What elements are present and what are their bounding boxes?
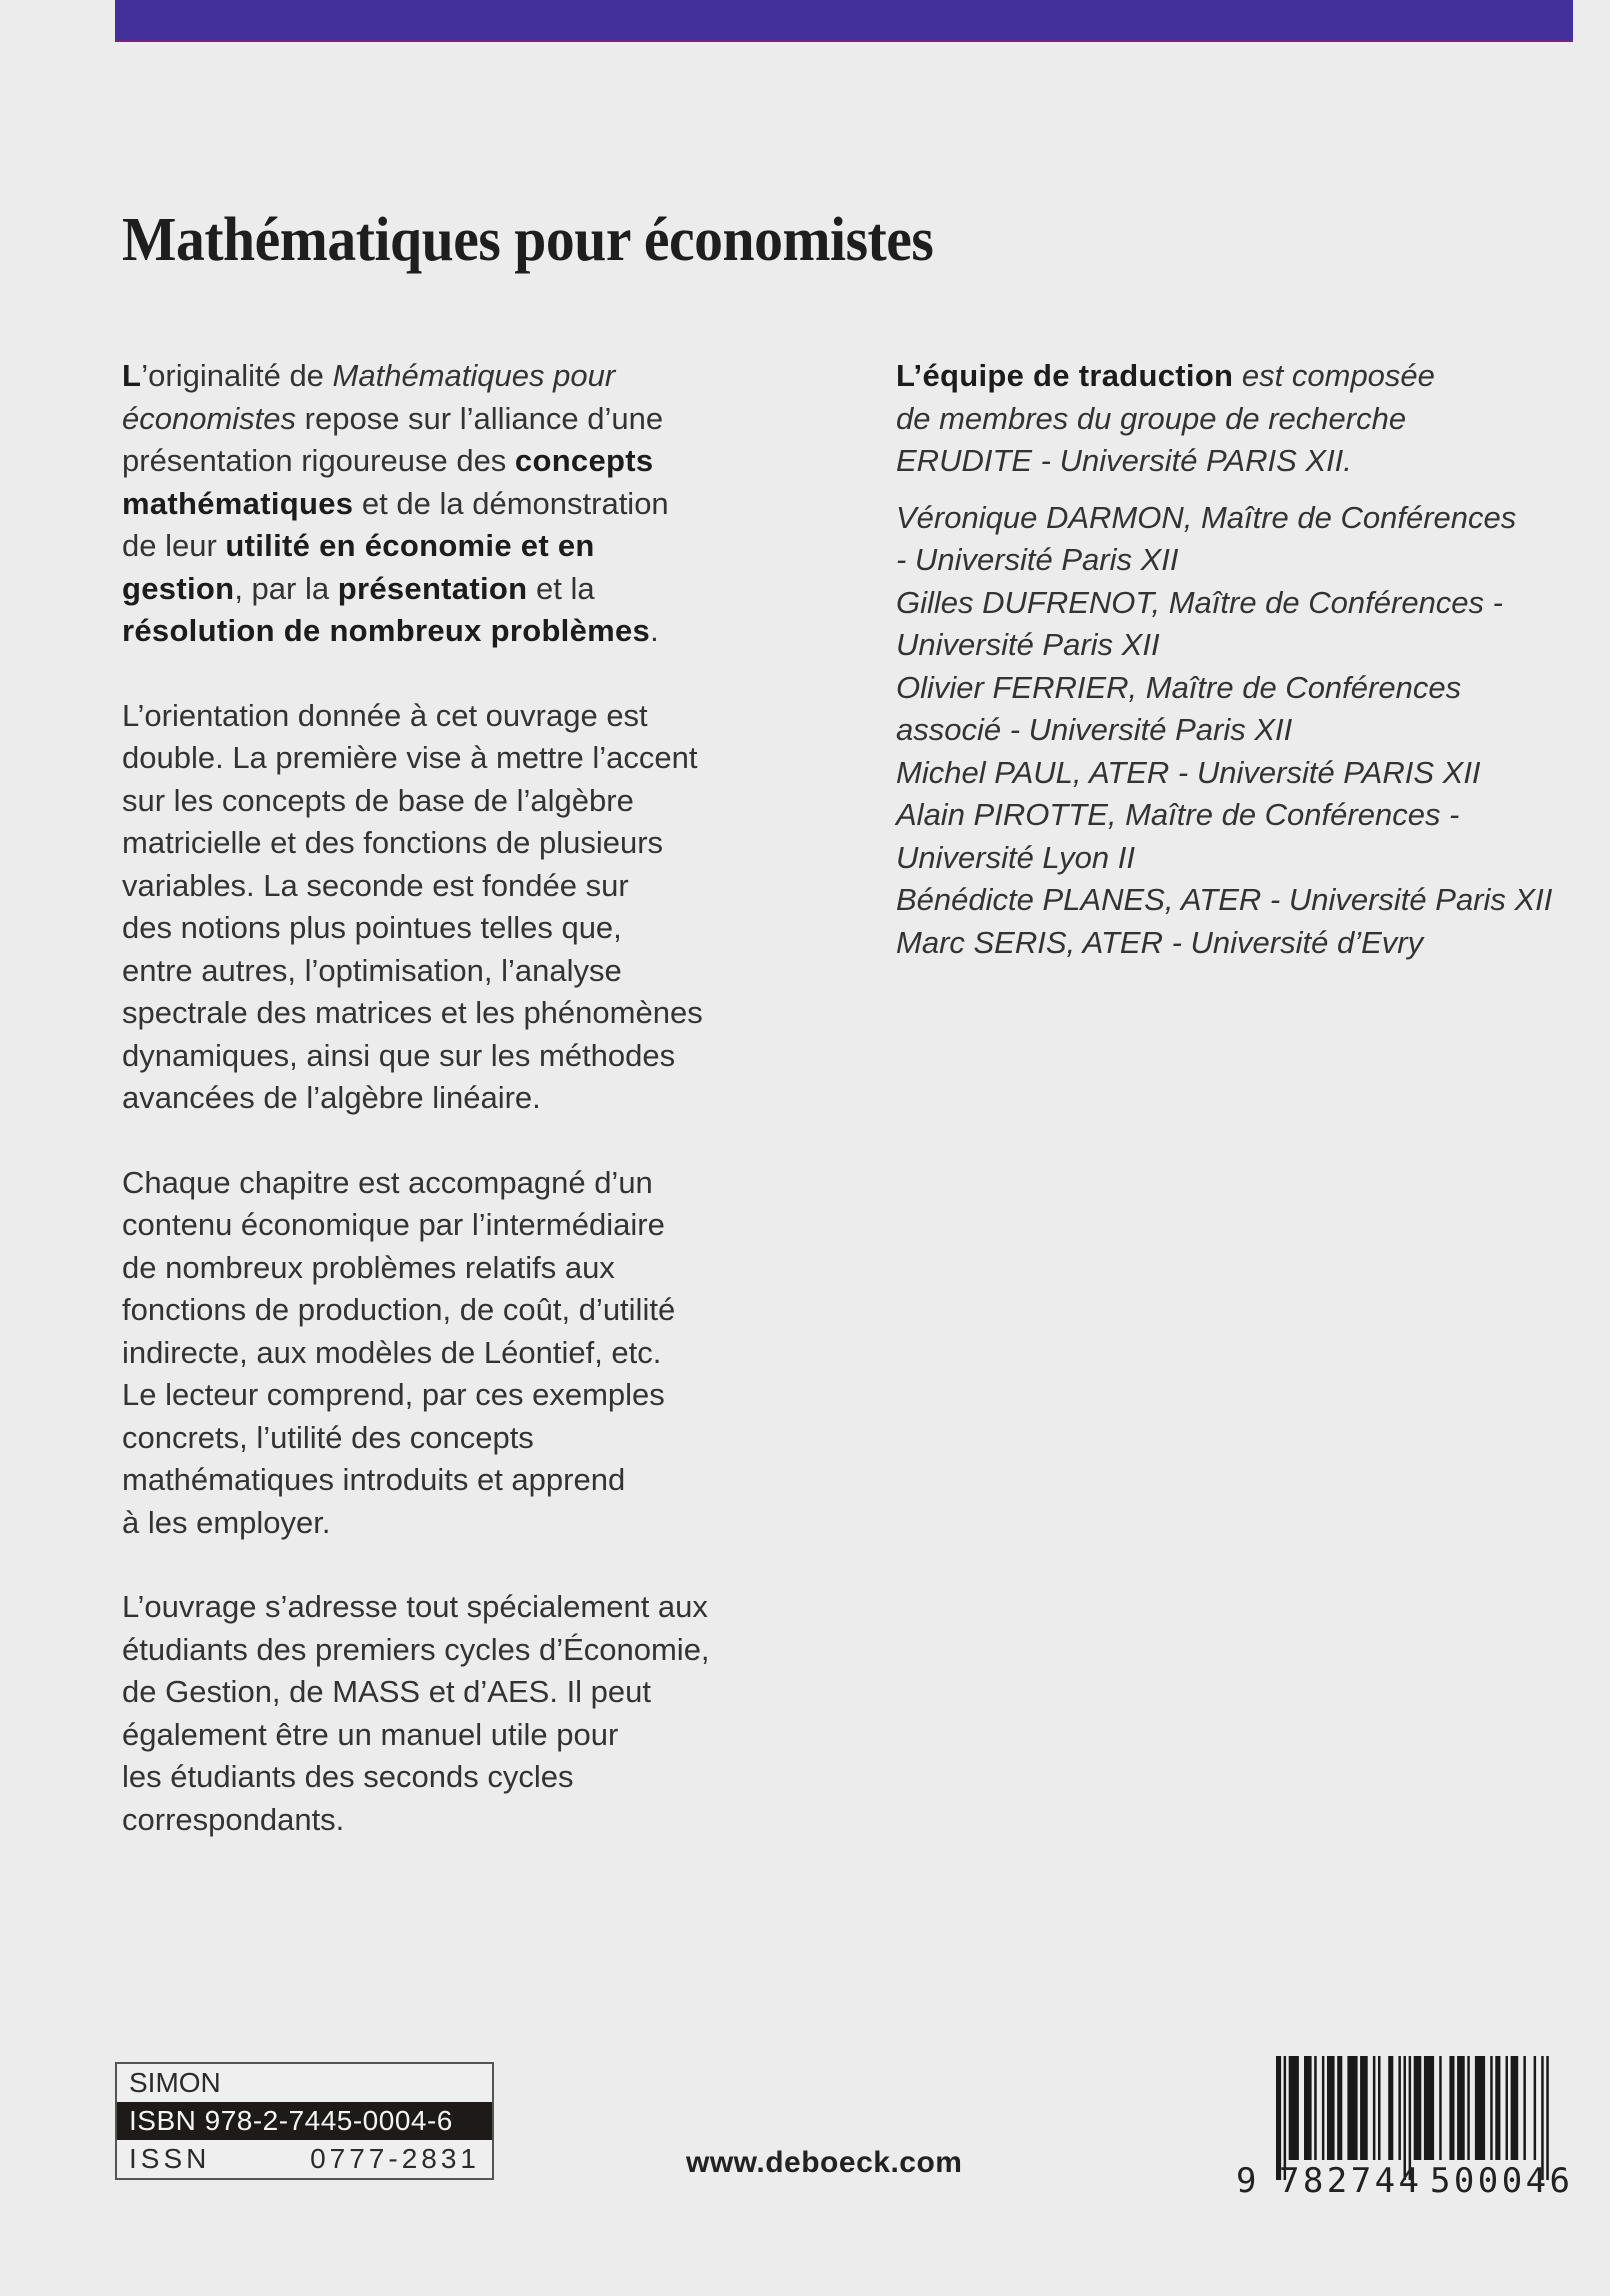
isbn-barcode (1236, 2050, 1576, 2210)
text-line: économistes repose sur l’alliance d’une (122, 400, 664, 436)
barcode-right-digits: 500046 (1430, 2161, 1570, 2201)
text-line: dynamiques, ainsi que sur les méthodes (122, 1037, 676, 1073)
barcode-first-digit: 9 (1236, 2161, 1257, 2201)
text-line: variables. La seconde est fondée sur (122, 867, 629, 903)
text-line: avancées de l’algèbre linéaire. (122, 1080, 541, 1115)
text-line: présentation rigoureuse des concepts (122, 443, 654, 478)
text-line: entre autres, l’optimisation, l’analyse (122, 952, 622, 988)
isbn-info-box (115, 2062, 494, 2180)
isbn-number: ISBN 978-2-7445-0004-6 (117, 2102, 492, 2140)
text-line: Chaque chapitre est accompagné d’un (122, 1164, 653, 1200)
member-line: Olivier FERRIER, Maître de Conférences (896, 669, 1462, 705)
issn-number: 0777-2831 (310, 2143, 480, 2174)
description-paragraph-3 (122, 1162, 802, 1545)
text-line: les étudiants des seconds cycles (122, 1759, 574, 1794)
member-line: Université Paris XII (896, 627, 1160, 662)
member-line: Bénédicte PLANES, ATER - Université Paris XII (896, 882, 1553, 917)
text-line: double. La première vise à mettre l’accent (122, 740, 698, 775)
text-line: à les employer. (122, 1504, 331, 1540)
text-line: résolution de nombreux problèmes. (122, 613, 659, 648)
text-line: fonctions de production, de coût, d’utilité (122, 1292, 676, 1327)
text-line: sur les concepts de base de l’algèbre (122, 782, 634, 818)
description-column (122, 355, 802, 1883)
member-line: Marc SERIS, ATER - Université d’Evry (896, 924, 1424, 960)
text-line: matricielle et des fonctions de plusieurs (122, 825, 664, 860)
text-line: mathématiques et de la démonstration (122, 485, 669, 521)
text-line: contenu économique par l’intermédiaire (122, 1207, 665, 1242)
translation-team-heading: L’équipe de traduction (896, 358, 1234, 393)
text-line: L’orientation donnée à cet ouvrage est (122, 697, 648, 733)
barcode-left-digits: 782744 (1279, 2161, 1419, 2201)
text-line: L’originalité de Mathématiques pour (122, 358, 616, 393)
text-line: de leur utilité en économie et en (122, 528, 595, 563)
translation-team-intro: L’équipe de traduction est composée de membres du groupe de recherche ERUDITE - Université PARIS XII. (896, 358, 1435, 478)
book-title: Mathématiques pour économistes (122, 206, 934, 274)
text-line: gestion, par la présentation et la (122, 570, 595, 606)
member-line: associé - Université Paris XII (896, 712, 1293, 747)
text-line: de nombreux problèmes relatifs aux (122, 1249, 615, 1285)
description-paragraph-1 (122, 355, 802, 653)
issn-row (117, 2140, 492, 2178)
issn-label: ISSN (129, 2143, 211, 2174)
translation-team-column (896, 355, 1596, 1006)
text-line: de Gestion, de MASS et d’AES. Il peut (122, 1674, 652, 1709)
publisher-website-link[interactable]: www.deboeck.com (686, 2146, 963, 2179)
member-line: - Université Paris XII (896, 542, 1179, 577)
text-line: Le lecteur comprend, par ces exemples (122, 1377, 665, 1412)
text-line: mathématiques introduits et apprend (122, 1462, 626, 1497)
text-line: concrets, l’utilité des concepts (122, 1419, 534, 1455)
text-line: des notions plus pointues telles que, (122, 910, 622, 945)
text-line: étudiants des premiers cycles d’Économie, (122, 1631, 710, 1667)
member-line: Véronique DARMON, Maître de Conférences (896, 499, 1517, 535)
description-paragraph-2 (122, 695, 802, 1120)
description-paragraph-4 (122, 1586, 802, 1841)
text-line: correspondants. (122, 1801, 345, 1837)
text-line: indirecte, aux modèles de Léontief, etc. (122, 1334, 662, 1370)
text-line: également être un manuel utile pour (122, 1716, 619, 1752)
member-line: Alain PIROTTE, Maître de Conférences - (896, 797, 1460, 832)
member-line: Michel PAUL, ATER - Université PARIS XII (896, 754, 1481, 790)
header-color-band (115, 0, 1573, 42)
member-line: Université Lyon II (896, 839, 1135, 875)
text-line: L’ouvrage s’adresse tout spécialement aux (122, 1589, 708, 1624)
translation-team-members (896, 497, 1596, 965)
author-name: SIMON (129, 2067, 221, 2098)
text-line: spectrale des matrices et les phénomènes (122, 995, 703, 1030)
member-line: Gilles DUFRENOT, Maître de Conférences - (896, 584, 1503, 620)
